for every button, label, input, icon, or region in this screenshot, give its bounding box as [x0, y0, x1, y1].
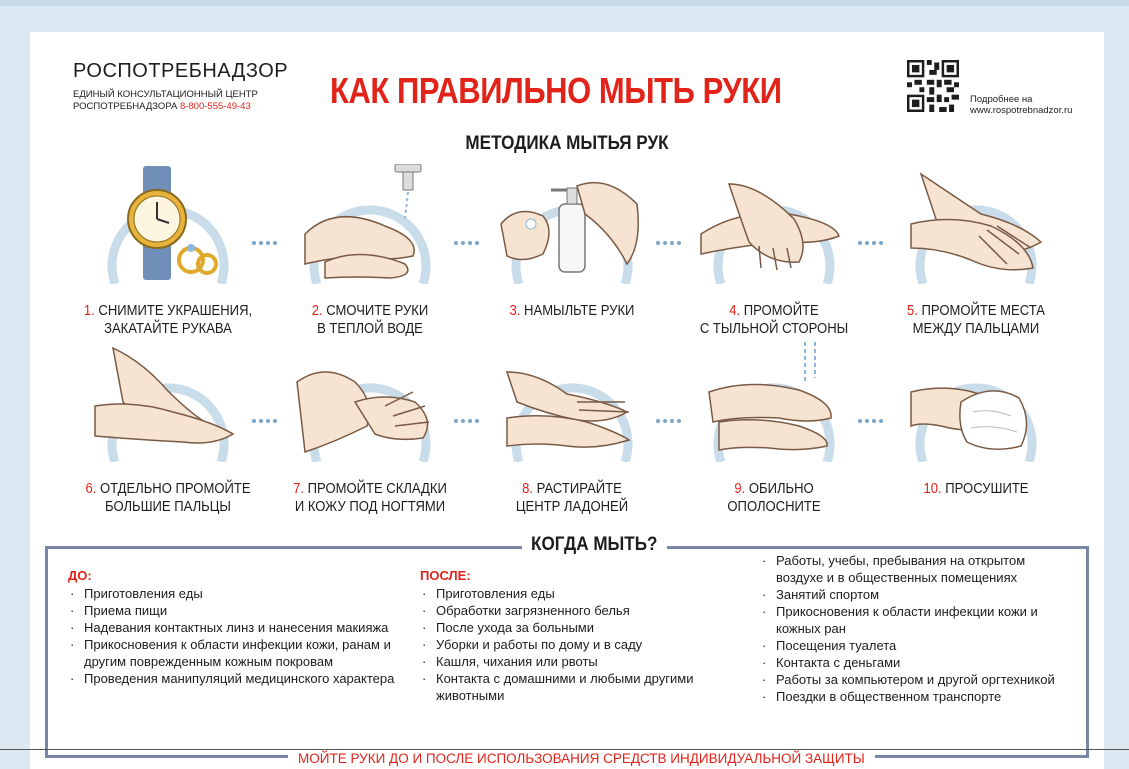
step-6: [73, 342, 263, 516]
list-item: · Надевания контактных линз и нанесения макияжа: [68, 619, 398, 636]
consult-center: [73, 89, 288, 113]
step-number: 3.: [509, 303, 521, 319]
step-text: ПРОМОЙТЕ МЕСТА МЕЖДУ ПАЛЬЦАМИ: [912, 303, 1045, 337]
method-title: МЕТОДИКА МЫТЬЯ РУК: [465, 133, 669, 154]
step-number: 6.: [85, 481, 97, 497]
step-text: ПРОМОЙТЕ СКЛАДКИ И КОЖУ ПОД НОГТЯМИ: [294, 481, 447, 515]
page-top-strip: [0, 0, 1129, 6]
poster: [30, 32, 1104, 769]
list-item: · Поездки в общественном транспорте: [760, 688, 1070, 705]
qr-code-icon[interactable]: [907, 60, 959, 112]
step-number: 9.: [734, 481, 746, 497]
list-item: · Прикосновения к области инфекции кожи, ранам и другим поврежденным кожным покровам: [68, 636, 398, 670]
step-text: ПРОМОЙТЕ С ТЫЛЬНОЙ СТОРОНЫ: [699, 303, 849, 337]
step-4: [679, 164, 869, 338]
step-5: [881, 164, 1071, 338]
list-item: · Приготовления еды: [68, 585, 398, 602]
after-title: ПОСЛЕ:: [420, 568, 471, 583]
step-7: [275, 342, 465, 516]
palm-rub-icon: [497, 342, 647, 462]
after-list-continued: [760, 552, 1070, 705]
interlaced-fingers-icon: [901, 164, 1051, 284]
ppe-footer-note: МОЙТЕ РУКИ ДО И ПОСЛЕ ИСПОЛЬЗОВАНИЯ СРЕДСТВ ИНДИВИДУАЛЬНОЙ ЗАЩИТЫ: [288, 751, 875, 766]
list-item: · Приема пищи: [68, 602, 398, 619]
faucet-hands-icon: [295, 164, 445, 284]
list-item: · Работы за компьютером и другой оргтехникой: [760, 671, 1070, 688]
step-number: 8.: [522, 481, 534, 497]
step-text: СМОЧИТЕ РУКИ В ТЕПЛОЙ ВОДЕ: [317, 303, 429, 337]
step-number: 5.: [907, 303, 918, 319]
before-title: ДО:: [68, 568, 92, 583]
qr-caption-line-1: Подробнее на: [970, 94, 1033, 105]
list-item: · Прикосновения к области инфекции кожи и кожных ран: [760, 603, 1070, 637]
list-item: · Контакта с деньгами: [760, 654, 1070, 671]
step-text: СНИМИТЕ УКРАШЕНИЯ, ЗАКАТАЙТЕ РУКАВА: [98, 303, 253, 337]
fingertips-icon: [295, 342, 445, 462]
before-column: [68, 567, 398, 687]
step-text: ОБИЛЬНО ОПОЛОСНИТЕ: [727, 481, 821, 515]
qr-caption-url[interactable]: www.rospotrebnadzor.ru: [970, 105, 1073, 116]
step-10: [881, 342, 1071, 498]
rinse-icon: [699, 342, 849, 462]
list-item: · Контакта с домашними и любыми другими животными: [420, 670, 730, 704]
step-number: 1.: [83, 303, 95, 319]
step-9: [679, 342, 869, 516]
list-item: · Занятий спортом: [760, 586, 1070, 603]
list-item: · После ухода за больными: [420, 619, 730, 636]
list-item: · Приготовления еды: [420, 585, 730, 602]
center-line-2: РОСПОТРЕБНАДЗОРА: [73, 101, 178, 112]
watch-rings-icon: [93, 164, 243, 284]
when-to-wash-box: [45, 534, 1089, 766]
before-list: [68, 585, 398, 687]
list-item: · Уборки и работы по дому и в саду: [420, 636, 730, 653]
list-item: · Кашля, чихания или рвоты: [420, 653, 730, 670]
list-item: · Обработки загрязненного белья: [420, 602, 730, 619]
step-number: 4.: [729, 303, 741, 319]
towel-dry-icon: [901, 342, 1051, 462]
step-1: [73, 164, 263, 338]
hotline-phone[interactable]: 8-800-555-49-43: [179, 101, 251, 112]
org-name: РОСПОТРЕБНАДЗОР: [73, 60, 289, 82]
step-2: [275, 164, 465, 338]
document-divider: [0, 749, 1129, 750]
hand-back-icon: [699, 164, 849, 284]
center-line-1: ЕДИНЫЙ КОНСУЛЬТАЦИОННЫЙ ЦЕНТР: [73, 89, 258, 100]
after-column: [420, 567, 730, 704]
step-number: 10.: [923, 481, 942, 497]
thumb-wash-icon: [93, 342, 243, 462]
step-text: ОТДЕЛЬНО ПРОМОЙТЕ БОЛЬШИЕ ПАЛЬЦЫ: [99, 481, 251, 515]
qr-caption: [970, 94, 1072, 116]
page-title: КАК ПРАВИЛЬНО МЫТЬ РУКИ: [330, 70, 782, 111]
step-3: [477, 164, 667, 320]
step-text: ПРОСУШИТЕ: [945, 481, 1029, 497]
list-item: · Проведения манипуляций медицинского характера: [68, 670, 398, 687]
list-item: · Работы, учебы, пребывания на открытом воздухе и в общественных помещениях: [760, 552, 1070, 586]
list-item: · Посещения туалета: [760, 637, 1070, 654]
when-title: КОГДА МЫТЬ?: [522, 534, 666, 556]
soap-dispenser-icon: [497, 164, 647, 284]
after-list: [420, 585, 730, 704]
brand-block: [73, 60, 288, 113]
step-number: 7.: [293, 481, 305, 497]
step-text: РАСТИРАЙТЕ ЦЕНТР ЛАДОНЕЙ: [515, 481, 629, 515]
step-8: [477, 342, 667, 516]
after-column-continued: [760, 552, 1070, 705]
step-text: НАМЫЛЬТЕ РУКИ: [524, 303, 635, 319]
step-number: 2.: [311, 303, 323, 319]
